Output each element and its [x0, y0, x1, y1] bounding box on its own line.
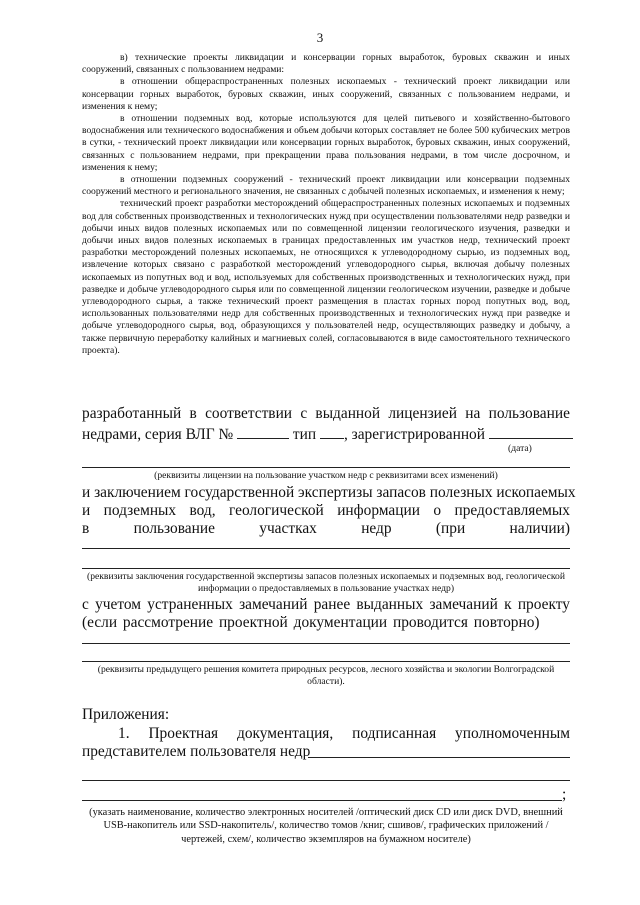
- expertise-line-2: [82, 502, 570, 521]
- word: (при: [435, 520, 466, 537]
- remarks-caption: (реквизиты предыдущего решения комитета природных ресурсов, лесного хозяйства и экологии Волгоградской области).: [97, 664, 555, 688]
- word: информации: [337, 502, 420, 519]
- word: геологической: [229, 502, 324, 519]
- expertise-details-line-1[interactable]: [82, 548, 570, 549]
- page-number: 3: [316, 30, 324, 45]
- word: с: [82, 596, 89, 613]
- word: в: [82, 520, 90, 537]
- license-date-field[interactable]: [489, 424, 573, 439]
- word: Проектная: [148, 725, 219, 742]
- word: недр: [361, 520, 392, 537]
- expertise-line-1: и заключением государственной экспертизы запасов полезных ископаемых: [82, 484, 576, 501]
- expertise-caption: (реквизиты заключения государственной экспертизы запасов полезных ископаемых и подземных вод, геологической информации о предоставляемых в пользование участках недр): [87, 571, 565, 595]
- license-type-field[interactable]: [320, 424, 344, 439]
- word: проекту: [517, 596, 570, 613]
- attachment-1-label: представителем пользователя недр: [82, 743, 311, 760]
- remarks-line-1: [82, 596, 570, 615]
- remarks-details-line-1[interactable]: [82, 643, 570, 644]
- license-line-2: [82, 424, 570, 445]
- attachment-1-line-1: [118, 725, 570, 744]
- item-v-general-minerals: в отношении общераспространенных полезных ископаемых - технический проект ликвидации или консервации горных выработок, буровых скважин, иных сооружений, связанных с пользованием недрами, и изменения к нему;: [82, 76, 570, 112]
- item-v-groundwater: в отношении подземных вод, которые используются для целей питьевого и хозяйственно-бытового водоснабжения или технического водоснабжения и объем добычи которых составляет не более 500 кубических метров в сутки, - технический проект ликвидации или консервации горных выработок, буровых скважин, иных сооружений, связанных с пользованием недрами, при прекращении права пользования недрами, в том числе досрочном, и изменения к нему;: [82, 113, 570, 173]
- word: о: [433, 502, 442, 519]
- word: соответствии: [205, 405, 293, 422]
- license-number-field[interactable]: [237, 424, 289, 439]
- item-v-technical-project: технический проект разработки месторождений общераспространенных полезных ископаемых и подземных вод для собственных производственных и технологических нужд при осуществлении пользователями недр разведки и добычи иных видов полезных ископаемых или по совмещенной лицензии геологического изучения, разведки и добычи иных видов полезных ископаемых в границах предоставленных им участков недр, технический проект разработки месторождений полезных ископаемых, не относящихся к углеводородному сырью, из подземных вод, извлечение которых связано с разработкой месторождений углеводородного сырья, включая добычу полезных ископаемых из попутных вод и вод, используемых для собственных производственных и технологических нужд, при разведке и добыче углеводородного сырья или по совмещенной лицензии геологическом изучении, разведке и добыче углеводородного сырья, а также технический проект размещения в пластах горных пород попутных вод, вод, использованных пользователями недр для собственных производственных и технологических нужд при разведке и добыче углеводородного сырья, вод, образующихся у пользователей недр, осуществляющих разведку и добычу, а также первичную переработку калийных и магниевых солей, согласовываются в виде самостоятельного технического проекта).: [82, 198, 570, 356]
- attachments-title: Приложения:: [82, 706, 170, 723]
- word: устраненных: [147, 596, 233, 613]
- date-caption: (дата): [508, 443, 532, 454]
- license-series-label: недрами, серия ВЛГ №: [82, 426, 234, 443]
- item-v-underground-structures: в отношении подземных сооружений - технический проект ликвидации или консервации подземных сооружений местного и регионального значения, не связанных с добычей полезных ископаемых, и изменения к нему;: [82, 174, 570, 198]
- license-line-1: [82, 405, 570, 424]
- license-caption: (реквизиты лицензии на пользование участком недр с реквизитами всех изменений): [154, 470, 498, 481]
- word: учетом: [95, 596, 142, 613]
- attachment-details-line-2[interactable]: [82, 800, 562, 801]
- attachment-end-mark: ;: [562, 786, 567, 803]
- attachment-details-line-1[interactable]: [82, 780, 570, 781]
- license-details-line[interactable]: [82, 467, 570, 468]
- word: 1.: [118, 725, 130, 742]
- remarks-details-line-2[interactable]: [82, 661, 570, 662]
- attachment-1-field[interactable]: [308, 757, 570, 758]
- word: в: [189, 405, 197, 422]
- attachment-caption: (указать наименование, количество электронных носителей /оптический диск CD или диск DVD, внешний USB-накопитель или SSD-накопитель/, количество томов /книг, сшивов/, графических приложений /чертежей, схем/, количество экземпляров на бумажном носителе): [89, 807, 563, 845]
- word: подземных: [103, 502, 177, 519]
- word: замечаний: [239, 596, 308, 613]
- license-registered-label: , зарегистрированной: [343, 426, 485, 443]
- word: пользование: [133, 520, 215, 537]
- word: лицензией: [388, 405, 457, 422]
- word: выданной: [315, 405, 381, 422]
- word: к: [504, 596, 512, 613]
- requirements-list: [82, 52, 570, 357]
- word: пользование: [488, 405, 570, 422]
- remarks-line-2: (если рассмотрение проектной документации проводится повторно): [82, 614, 540, 631]
- expertise-details-line-2[interactable]: [82, 568, 570, 569]
- word: разработанный: [82, 405, 182, 422]
- word: уполномоченным: [455, 725, 570, 742]
- word: вод,: [189, 502, 216, 519]
- word: документация,: [237, 725, 334, 742]
- word: предоставляемых: [454, 502, 570, 519]
- word: выданных: [356, 596, 424, 613]
- word: на: [465, 405, 481, 422]
- item-v-intro: в) технические проекты ликвидации и консервации горных выработок, буровых скважин и иных сооружений, связанных с пользованием недрами:: [82, 52, 570, 76]
- attachment-1-line-2: [82, 743, 570, 762]
- expertise-line-3: [82, 520, 570, 539]
- license-type-label: тип: [292, 426, 317, 443]
- word: ранее: [313, 596, 351, 613]
- word: с: [300, 405, 308, 422]
- word: замечаний: [429, 596, 498, 613]
- word: и: [82, 502, 91, 519]
- word: участках: [259, 520, 317, 537]
- word: подписанная: [352, 725, 437, 742]
- word: наличии): [509, 520, 570, 537]
